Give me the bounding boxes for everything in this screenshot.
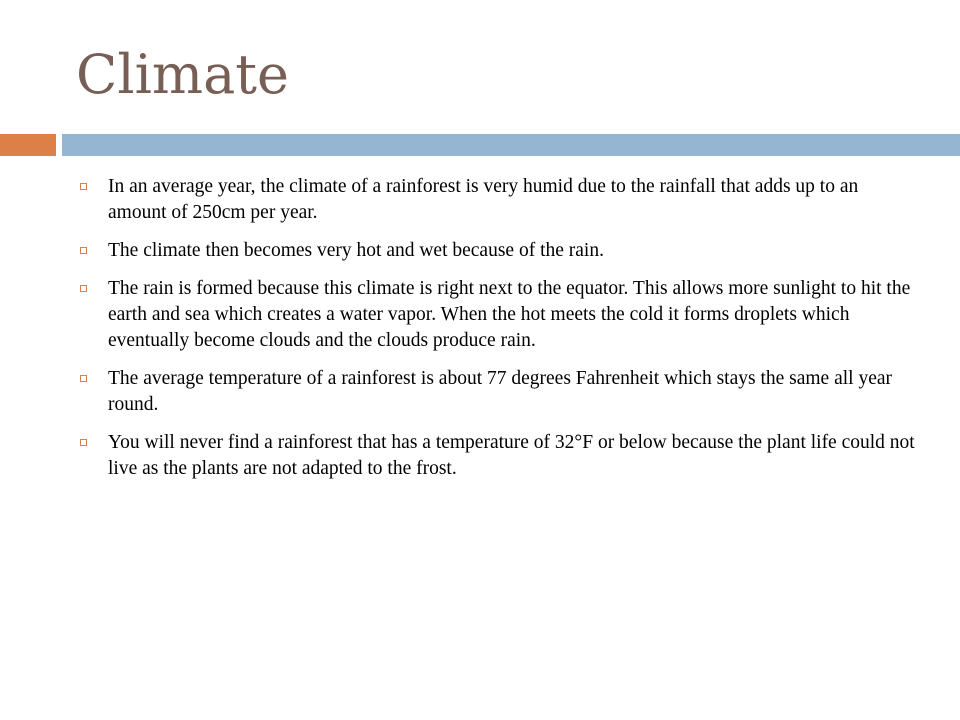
bullet-text: The rain is formed because this climate is right next to the equator. This allows more sunlight to hit the earth and sea which creates a water vapor. When the hot meets the cold it forms droplets which eventually become clouds and the clouds produce rain. [108, 278, 911, 351]
title-rule-accent [0, 134, 56, 156]
square-bullet-icon [80, 183, 87, 190]
bullet-item [76, 238, 916, 264]
slide-title: Climate [76, 43, 289, 106]
bullet-list [76, 174, 916, 494]
bullet-item [76, 174, 916, 226]
square-bullet-icon [80, 439, 87, 446]
bullet-item [76, 430, 916, 482]
square-bullet-icon [80, 247, 87, 254]
bullet-text: You will never find a rainforest that has a temperature of 32°F or below because the plant life could not live as the plants are not adapted to the frost. [108, 432, 915, 479]
title-rule-bar [62, 134, 960, 156]
square-bullet-icon [80, 285, 87, 292]
bullet-item [76, 366, 916, 418]
bullet-item [76, 276, 916, 354]
bullet-text: The climate then becomes very hot and wet because of the rain. [108, 240, 604, 261]
square-bullet-icon [80, 375, 87, 382]
bullet-text: The average temperature of a rainforest is about 77 degrees Fahrenheit which stays the same all year round. [108, 368, 893, 415]
bullet-text: In an average year, the climate of a rainforest is very humid due to the rainfall that adds up to an amount of 250cm per year. [108, 176, 859, 223]
